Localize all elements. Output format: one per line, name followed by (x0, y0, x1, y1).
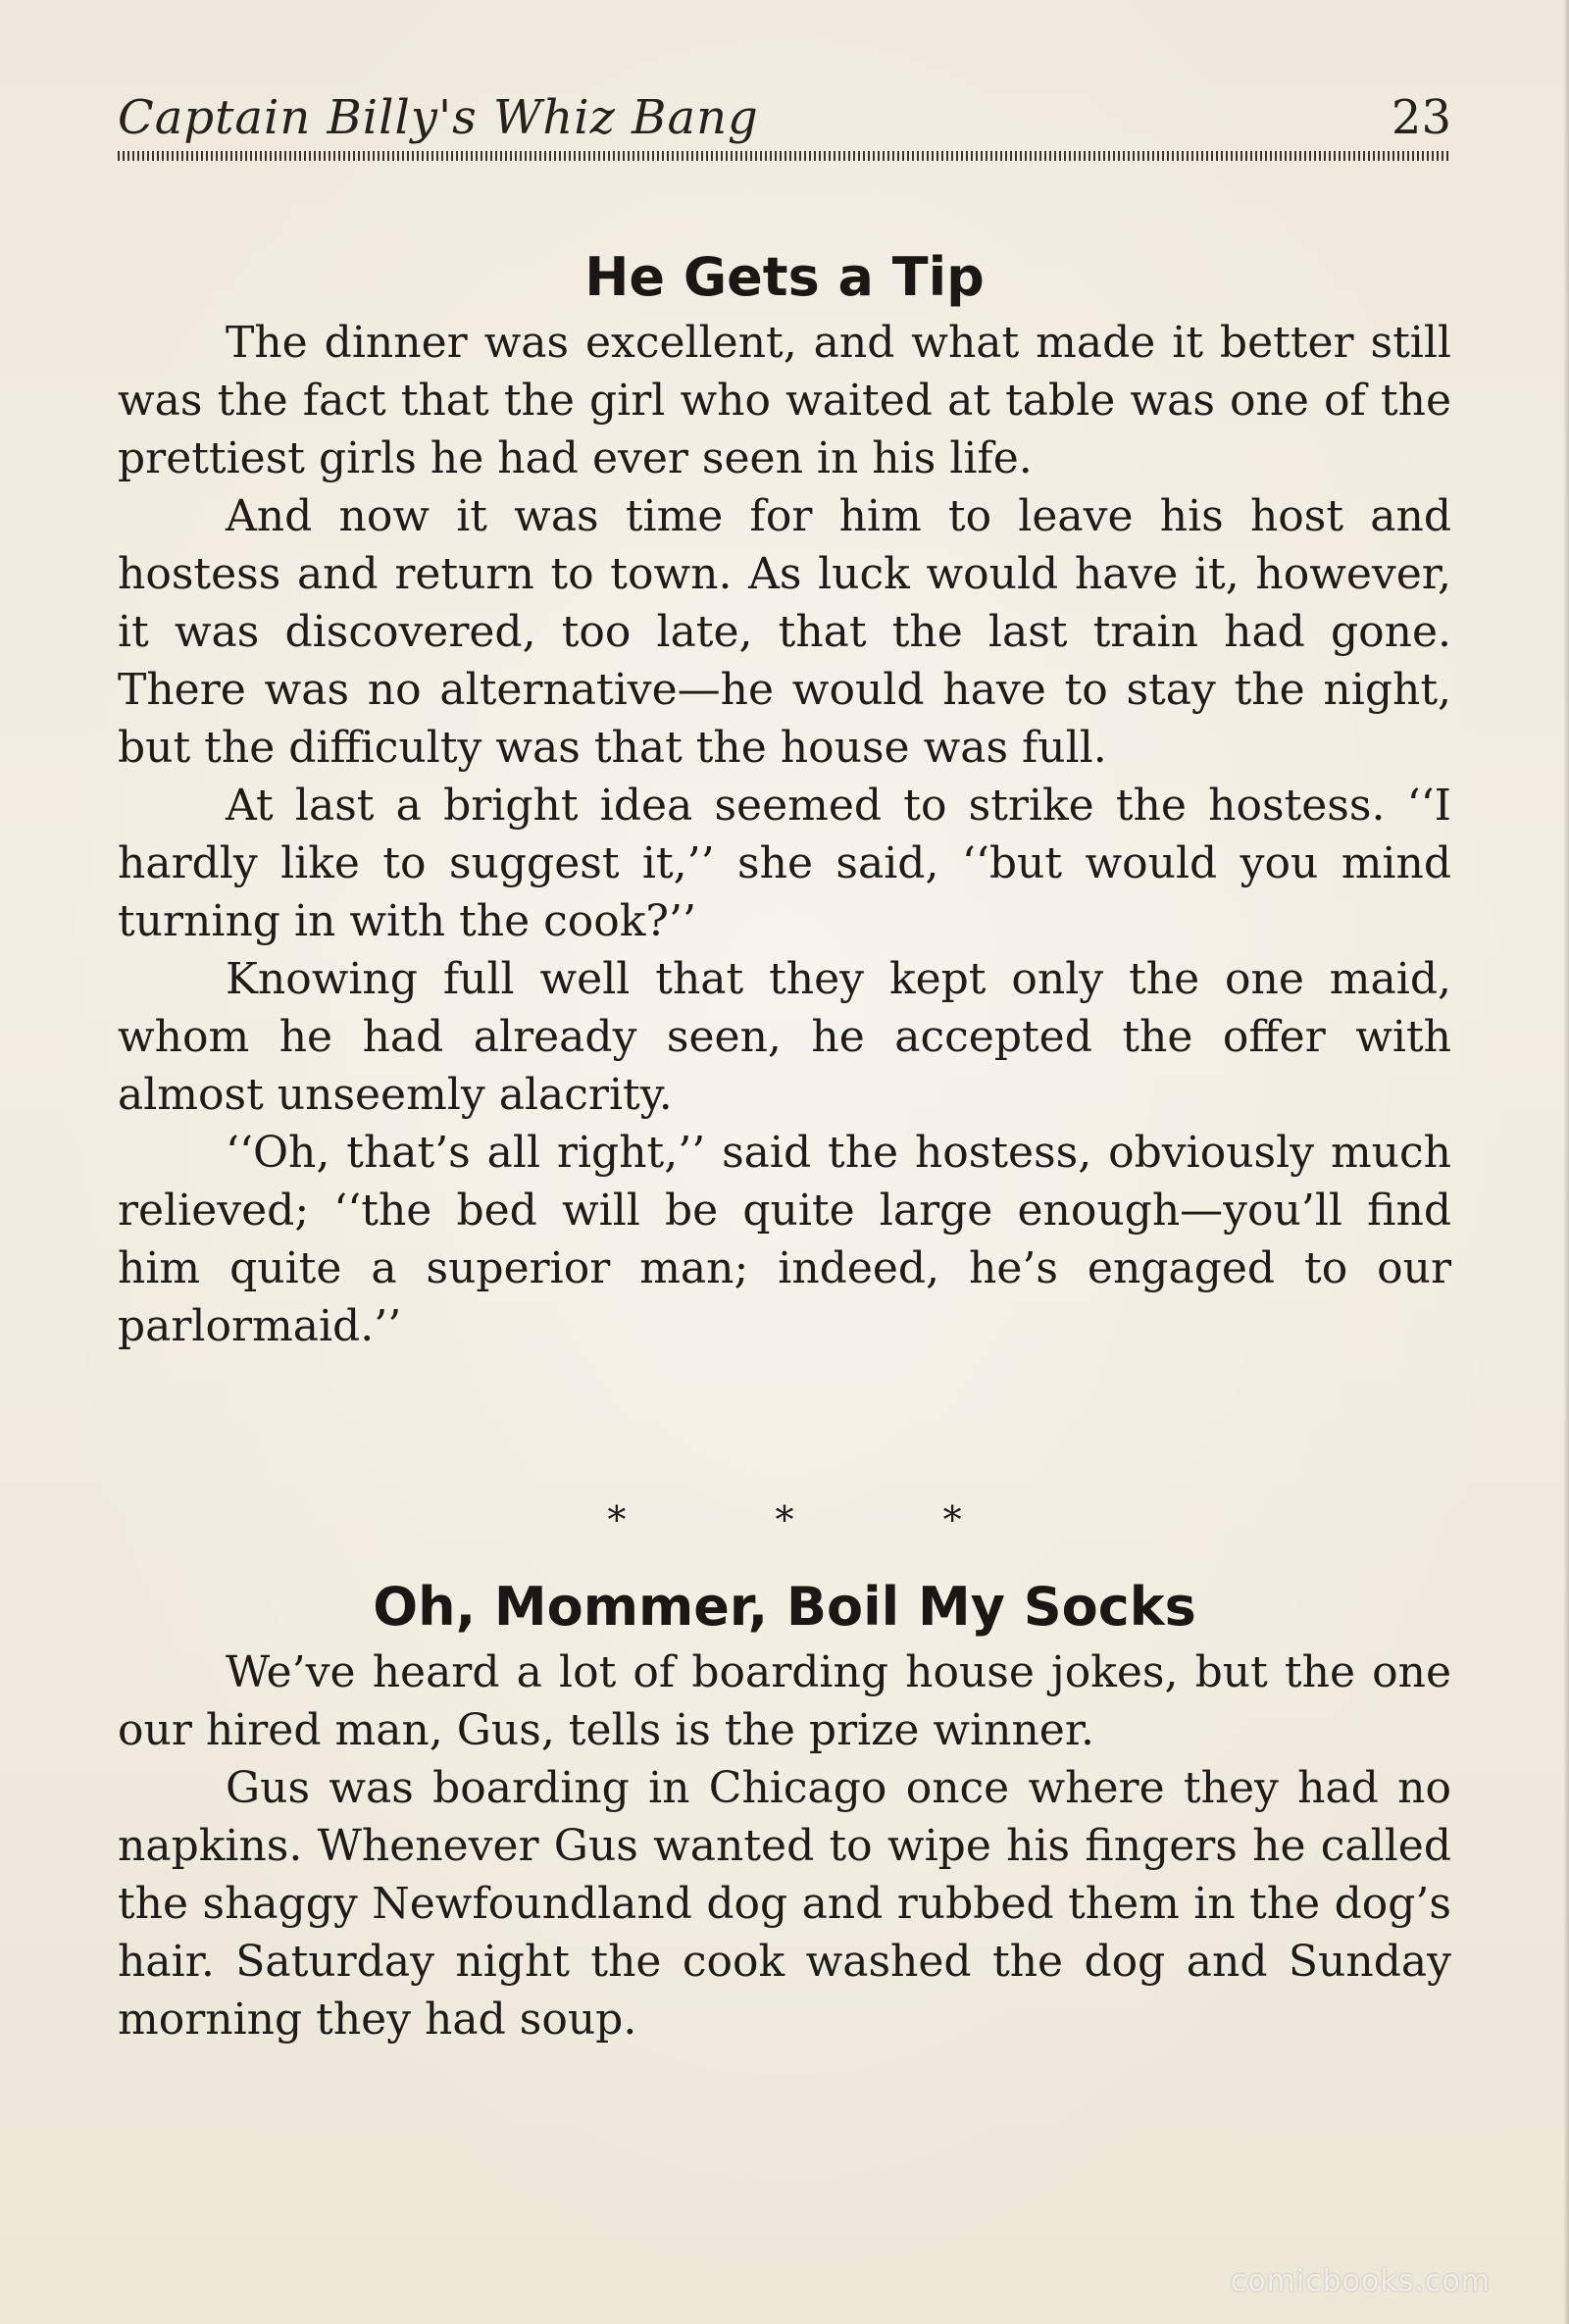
header-rule-divider (118, 151, 1451, 161)
running-title: Captain Billy's Whiz Bang (118, 90, 759, 145)
story-paragraph: The dinner was excellent, and what made it better still was the fact that the girl who waited at table was one of the prettiest girls he had ever seen in his life. (118, 318, 1451, 483)
story-title: Oh, Mommer, Boil My Socks (373, 1576, 1196, 1638)
page-number: 23 (1391, 90, 1451, 145)
story-oh-mommer-boil-my-socks (118, 1571, 1451, 2048)
story-paragraph: We’ve heard a lot of boarding house jokes, but the one our hired man, Gus, tells is the prize winner. (118, 1647, 1451, 1755)
story-paragraph: ‘‘Oh, that’s all right,’’ said the hostess, obviously much relieved; ‘‘the bed will be quite large enough—you’ll find him quite a superior man; indeed, he’s engaged to our parlormaid.’’ (118, 1128, 1451, 1351)
watermark: comicbooks.com (1230, 2264, 1491, 2299)
story-paragraph: And now it was time for him to leave his host and hostess and return to town. As luck would have it, however, it was discovered, too late, that the last train had gone. There was no alternative—he would have to stay the night, but the difficulty was that the house was full. (118, 491, 1451, 773)
story-title: He Gets a Tip (584, 246, 985, 308)
story-paragraph: At last a bright idea seemed to strike the hostess. ‘‘I hardly like to suggest it,’’ she said, ‘‘but would you mind turning in with the cook?’’ (118, 781, 1451, 946)
running-header (118, 90, 1451, 169)
story-paragraph: Gus was boarding in Chicago once where they had no napkins. Whenever Gus wanted to wipe his fingers he called the shaggy Newfoundland dog and rubbed them in the dog’s hair. Saturday night the cook washed the dog and Sunday morning they had soup. (118, 1763, 1451, 2045)
story-paragraph: Knowing full well that they kept only the one maid, whom he had already seen, he accepted the offer with almost unseemly alacrity. (118, 954, 1451, 1120)
story-he-gets-a-tip (118, 241, 1451, 1355)
asterisk-separator: * * * (607, 1498, 1031, 1541)
